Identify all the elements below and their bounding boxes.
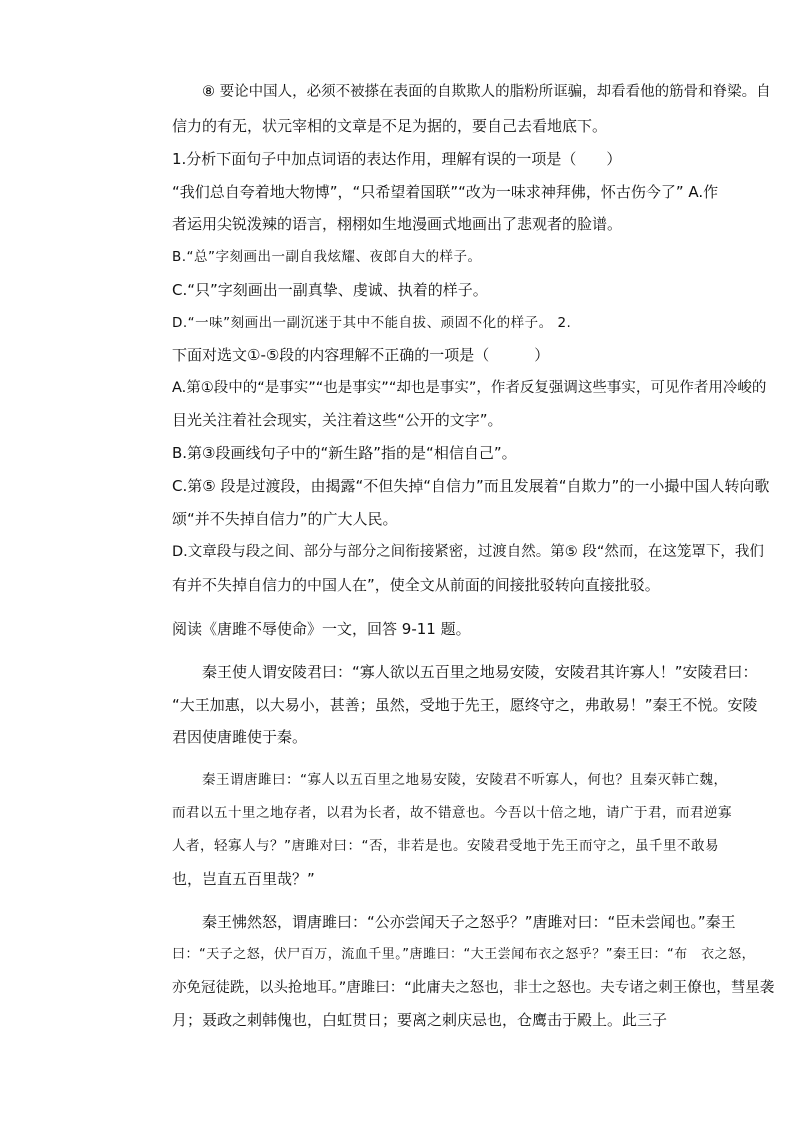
q1-option-c: C.“只”字刻画出一副真挚、虔诚、执着的样子。 — [172, 281, 488, 299]
classical-p2-line-4: 也，岂直五百里哉？” — [172, 870, 315, 888]
classical-p1-line-2: “大王加惠，以大易小，甚善；虽然，受地于先王，愿终守之，弗敢易！”秦王不悦。安陵 — [172, 696, 758, 714]
classical-p1-line-3: 君因使唐雎使于秦。 — [172, 728, 308, 746]
q2-option-b: B.第③段画线句子中的“新生路”指的是“相信自己”。 — [172, 444, 517, 462]
para8-line-2: 信力的有无，状元宰相的文章是不足为据的，要自己去看地底下。 — [172, 117, 608, 135]
classical-p2-line-1: 秦王谓唐雎曰：“寡人以五百里之地易安陵，安陵君不听寡人，何也？且秦灭韩亡魏， — [202, 772, 728, 788]
para8-line-1: ⑧ 要论中国人，必须不被搽在表面的自欺欺人的脂粉所诓骗，却看看他的筋骨和脊梁。自 — [202, 84, 771, 100]
q1-quote: “我们总自夸着地大物博”，“只希望着国联”“改为一味求神拜佛，怀古伤今了” A.作 — [172, 183, 719, 201]
q2-option-a-line-1: A.第①段中的“是事实”“也是事实”“却也是事实”，作者反复强调这些事实，可见作者用冷峻的 — [172, 380, 767, 396]
classical-p2-line-2: 而君以五十里之地存者，以君为长者，故不错意也。今吾以十倍之地，请广于君，而君逆寡 — [172, 805, 732, 821]
q2-option-d-line-2: 有并不失掉自信力的中国人在”，使全文从前面的间接批驳转向直接批驳。 — [172, 576, 660, 594]
classical-p1-line-1: 秦王使人谓安陵君曰：“寡人欲以五百里之地易安陵，安陵君其许寡人！”安陵君曰： — [202, 663, 758, 681]
classical-p3-line-2: 曰：“天子之怒，伏尸百万，流血千里。”唐雎曰：“大王尝闻布衣之怒乎？”秦王曰：“布 衣之怒， — [172, 947, 756, 962]
q1-option-a-cont: 者运用尖锐泼辣的语言，栩栩如生地漫画式地画出了悲观者的脸谱。 — [172, 215, 623, 233]
reading-intro: 阅读《唐雎不辱使命》一文，回答 9-11 题。 — [172, 620, 471, 638]
classical-p3-line-3: 亦免冠徒跣，以头抢地耳。”唐雎曰：“此庸夫之怒也，非士之怒也。夫专诸之刺王僚也，彗星袭 — [172, 980, 775, 996]
q1-stem: 1.分析下面句子中加点词语的表达作用，理解有误的一项是（ ） — [172, 150, 622, 168]
classical-p2-line-3: 人者，轻寡人与？”唐雎对曰：“否，非若是也。安陵君受地于先王而守之，虽千里不敢易 — [172, 838, 719, 854]
classical-p3-line-1: 秦王怫然怒，谓唐雎曰：“公亦尝闻天子之怒乎？”唐雎对曰：“臣未尝闻也。”秦王 — [202, 913, 736, 931]
q2-option-a-line-2: 目光关注着社会现实，关注着这些“公开的文字”。 — [172, 411, 503, 429]
q2-option-d-line-1: D.文章段与段之间、部分与部分之间衔接紧密，过渡自然。第⑤ 段“然而，在这笼罩下，我们 — [172, 544, 764, 560]
classical-p3-line-4: 月；聂政之刺韩傀也，白虹贯日；要离之刺庆忌也，仓鹰击于殿上。此三子 — [172, 1011, 668, 1029]
q2-stem: 下面对选文①-⑤段的内容理解不正确的一项是（ ） — [172, 346, 550, 364]
q2-option-c-line-1: C.第⑤ 段是过渡段，由揭露“不但失掉“自信力”而且发展着“自欺力”的一小撮中国人转向歌 — [172, 477, 770, 495]
q1-option-b: B.“总”字刻画出一副自我炫耀、夜郎自大的样子。 — [172, 249, 482, 265]
q1-option-d: D.“一味”刻画出一副沉迷于其中不能自拔、顽固不化的样子。 2. — [172, 315, 572, 331]
q2-option-c-line-2: 颂“并不失掉自信力”的广大人民。 — [172, 510, 398, 528]
